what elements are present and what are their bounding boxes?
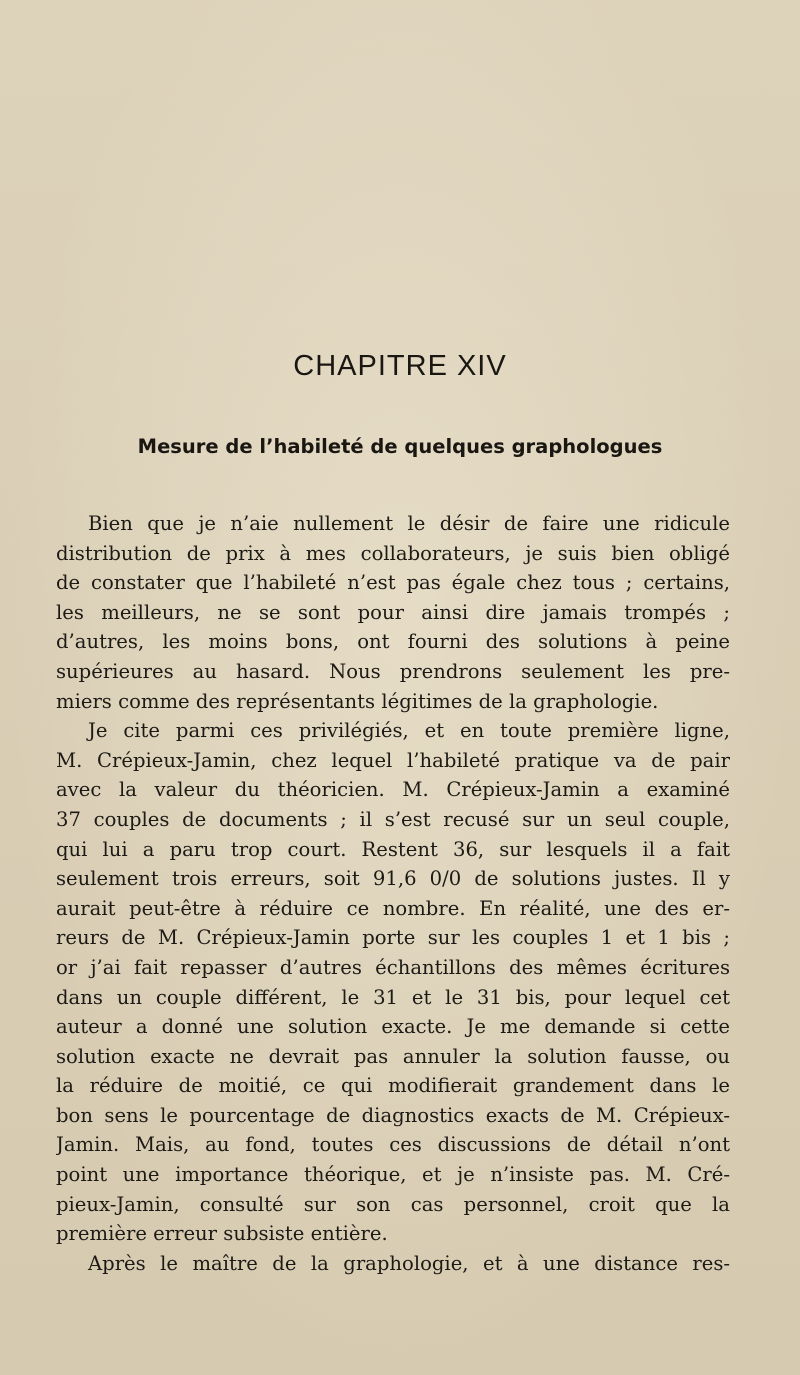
text-line: Jamin. Mais, au fond, toutes ces discussions de détail n’ont (56, 1133, 730, 1157)
text-line: point une importance théorique, et je n’insiste pas. M. Cré- (56, 1163, 730, 1187)
text-line: seulement trois erreurs, soit 91,6 0/0 de solutions justes. Il y (56, 867, 730, 891)
text-line: pieux-Jamin, consulté sur son cas personnel, croit que la (56, 1192, 730, 1216)
text-line: les meilleurs, ne se sont pour ainsi dire jamais trompés ; (56, 600, 730, 624)
text-line: de constater que l’habileté n’est pas égale chez tous ; certains, (56, 571, 730, 595)
text-line: distribution de prix à mes collaborateurs, je suis bien obligé (56, 541, 730, 565)
body-text (56, 509, 730, 1278)
text-line: reurs de M. Crépieux-Jamin porte sur les couples 1 et 1 bis ; (56, 926, 730, 950)
text-line: Bien que je n’aie nullement le désir de faire une ridicule (88, 512, 730, 535)
text-line: qui lui a paru trop court. Restent 36, sur lesquels il a fait (56, 837, 730, 861)
chapter-heading: CHAPITRE XIV (293, 350, 507, 382)
text-line: M. Crépieux-Jamin, chez lequel l’habileté pratique va de pair (56, 748, 730, 772)
text-line: or j’ai fait repasser d’autres échantillons des mêmes écritures (56, 955, 730, 979)
text-line: miers comme des représentants légitimes de la graphologie. (56, 689, 659, 713)
text-line: auteur a donné une solution exacte. Je me demande si cette (56, 1015, 730, 1039)
text-line: supérieures au hasard. Nous prendrons seulement les pre- (56, 659, 730, 683)
text-line: Je cite parmi ces privilégiés, et en toute première ligne, (88, 719, 730, 743)
text-line: d’autres, les moins bons, ont fourni des solutions à peine (56, 630, 730, 654)
chapter-title: Mesure de l’habileté de quelques graphologues (137, 435, 663, 458)
text-line: bon sens le pourcentage de diagnostics exacts de M. Crépieux- (56, 1103, 730, 1127)
text-line: avec la valeur du théoricien. M. Crépieux-Jamin a examiné (56, 778, 730, 802)
text-line: solution exacte ne devrait pas annuler la solution fausse, ou (56, 1044, 730, 1068)
text-line: la réduire de moitié, ce qui modifierait grandement dans le (56, 1074, 730, 1098)
text-line: Après le maître de la graphologie, et à une distance res- (88, 1251, 730, 1275)
text-line: 37 couples de documents ; il s’est recusé sur un seul couple, (56, 807, 730, 831)
text-line: dans un couple différent, le 31 et le 31 bis, pour lequel cet (56, 985, 730, 1009)
text-line: première erreur subsiste entière. (56, 1222, 388, 1246)
text-line: aurait peut-être à réduire ce nombre. En réalité, une des er- (56, 896, 730, 920)
